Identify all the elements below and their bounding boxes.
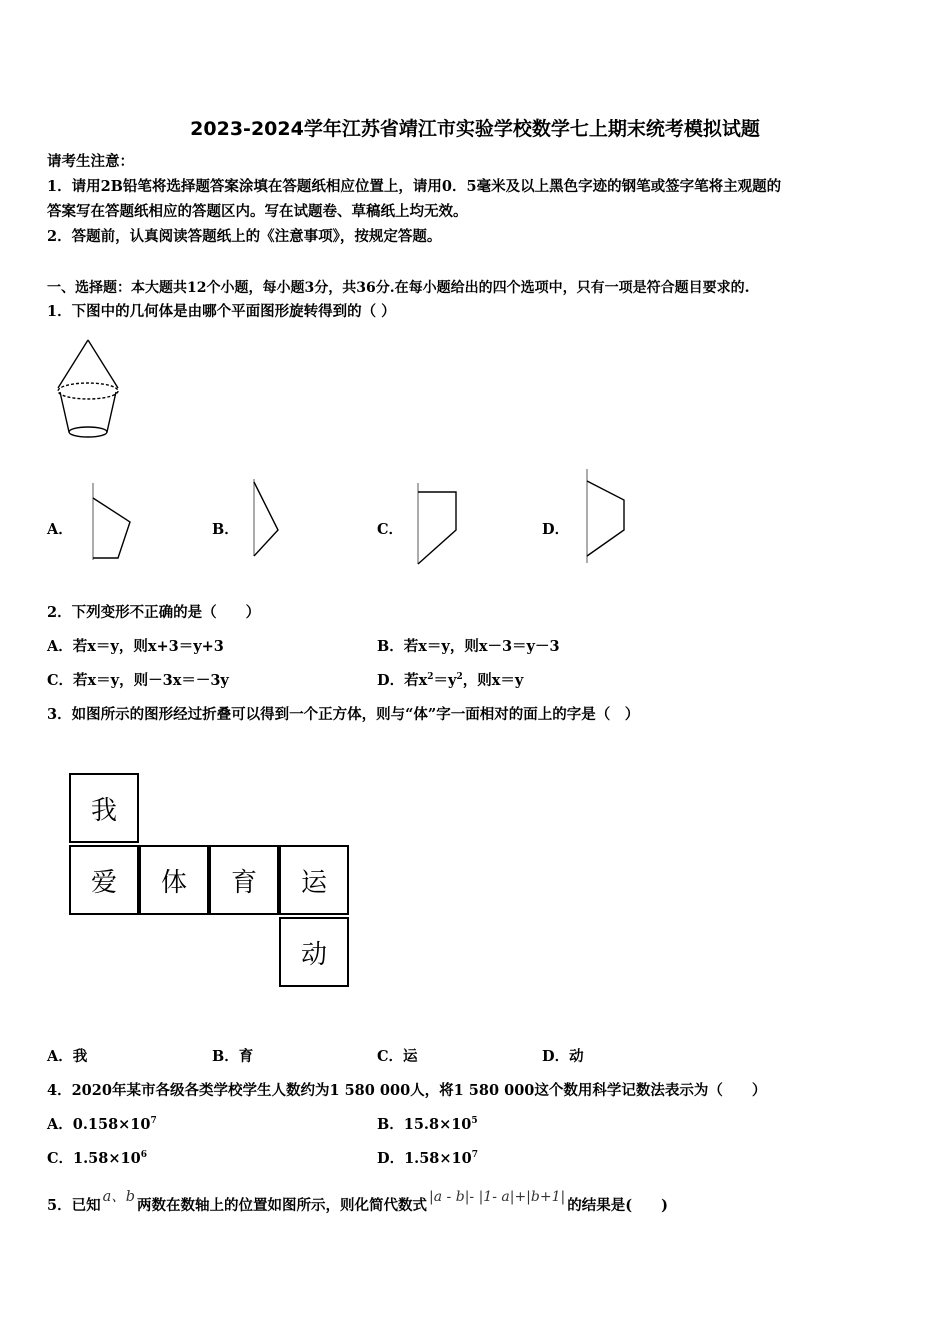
q2-option-d[interactable] [377,671,523,691]
q4-option-c[interactable] [47,1149,147,1169]
q1-shape-b [250,476,290,561]
q4-a-exp: 7 [150,1116,157,1126]
q2-d-exp1: 2 [427,672,434,682]
q1-option-c[interactable]: C． [377,521,404,538]
q4-d-exp: 7 [471,1150,478,1160]
q5-expression: |a - b|- |1- a|+|b+1| [429,1189,566,1205]
q4-c-base: C．1.58×10 [47,1150,141,1167]
q2-d-exp2: 2 [456,672,463,682]
section-heading: 一、选择题：本大题共12个小题，每小题3分，共36分.在每小题给出的四个选项中，只有一项是符合题目要求的. [47,280,750,296]
q2-option-a[interactable]: A．若x＝y，则x+3＝y+3 [47,638,224,655]
q3-stem: 3．如图所示的图形经过折叠可以得到一个正方体，则与“体”字一面相对的面上的字是（ ） [47,706,640,723]
q1-stem: 1．下图中的几何体是由哪个平面图形旋转得到的（ ） [47,303,396,320]
q4-stem: 4．2020年某市各级各类学校学生人数约为1 580 000人，将1 580 000这个数用科学记数法表示为（ ） [47,1082,767,1099]
cone-cylinder-figure [52,336,132,442]
q2-stem: 2．下列变形不正确的是（ ） [47,604,261,621]
net-cell-dong: 动 [279,917,349,987]
q1-shape-d [582,466,632,568]
net-cell-wo: 我 [69,773,139,843]
notice-item-1b: 答案写在答题纸相应的答题区内。写在试题卷、草稿纸上均无效。 [47,203,468,220]
notice-heading: 请考生注意： [47,153,134,170]
q1-option-d[interactable]: D． [542,521,570,538]
q4-a-base: A．0.158×10 [47,1116,151,1133]
cube-net [69,773,353,993]
q2-d-pre: D．若x [377,672,428,689]
q1-shape-c [414,480,464,570]
q4-option-b[interactable] [377,1115,478,1135]
q4-d-base: D．1.58×10 [377,1150,472,1167]
q3-option-b[interactable]: B．育 [212,1048,254,1065]
notice-item-1a: 1．请用2B铅笔将选择题答案涂填在答题纸相应位置上，请用0．5毫米及以上黑色字迹的钢笔或签字笔将主观题的 [47,178,782,195]
notice-item-2: 2．答题前，认真阅读答题纸上的《注意事项》，按规定答题。 [47,228,442,245]
q1-option-a[interactable]: A． [47,521,73,538]
q3-option-c[interactable]: C．运 [377,1048,418,1065]
q1-option-b[interactable]: B． [212,521,239,538]
q5-pre: 5．已知 [47,1197,101,1214]
q2-option-b[interactable]: B．若x＝y，则x－3＝y－3 [377,638,560,655]
q4-b-base: B．15.8×10 [377,1116,472,1133]
q3-option-d[interactable]: D．动 [542,1048,584,1065]
page-title: 2023-2024学年江苏省靖江市实验学校数学七上期末统考模拟试题 [190,118,760,140]
q4-option-d[interactable] [377,1149,478,1169]
q2-d-mid: ＝y [433,672,457,689]
q3-option-a[interactable]: A．我 [47,1048,88,1065]
q5-mid: 两数在数轴上的位置如图所示，则化简代数式 [137,1197,428,1214]
q2-option-c[interactable]: C．若x＝y，则－3x＝－3y [47,672,229,689]
q4-c-exp: 6 [140,1150,147,1160]
net-cell-yu: 育 [209,845,279,915]
q4-option-a[interactable] [47,1115,157,1135]
q5-post: 的结果是( ) [567,1197,668,1214]
net-cell-yun: 运 [279,845,349,915]
q5-vars: a、b [102,1189,136,1205]
q4-b-exp: 5 [471,1116,478,1126]
q1-shape-a [88,480,138,565]
q5-stem [47,1189,668,1216]
net-cell-ai: 爱 [69,845,139,915]
net-cell-ti: 体 [139,845,209,915]
q2-d-post: ，则x＝y [462,672,524,689]
